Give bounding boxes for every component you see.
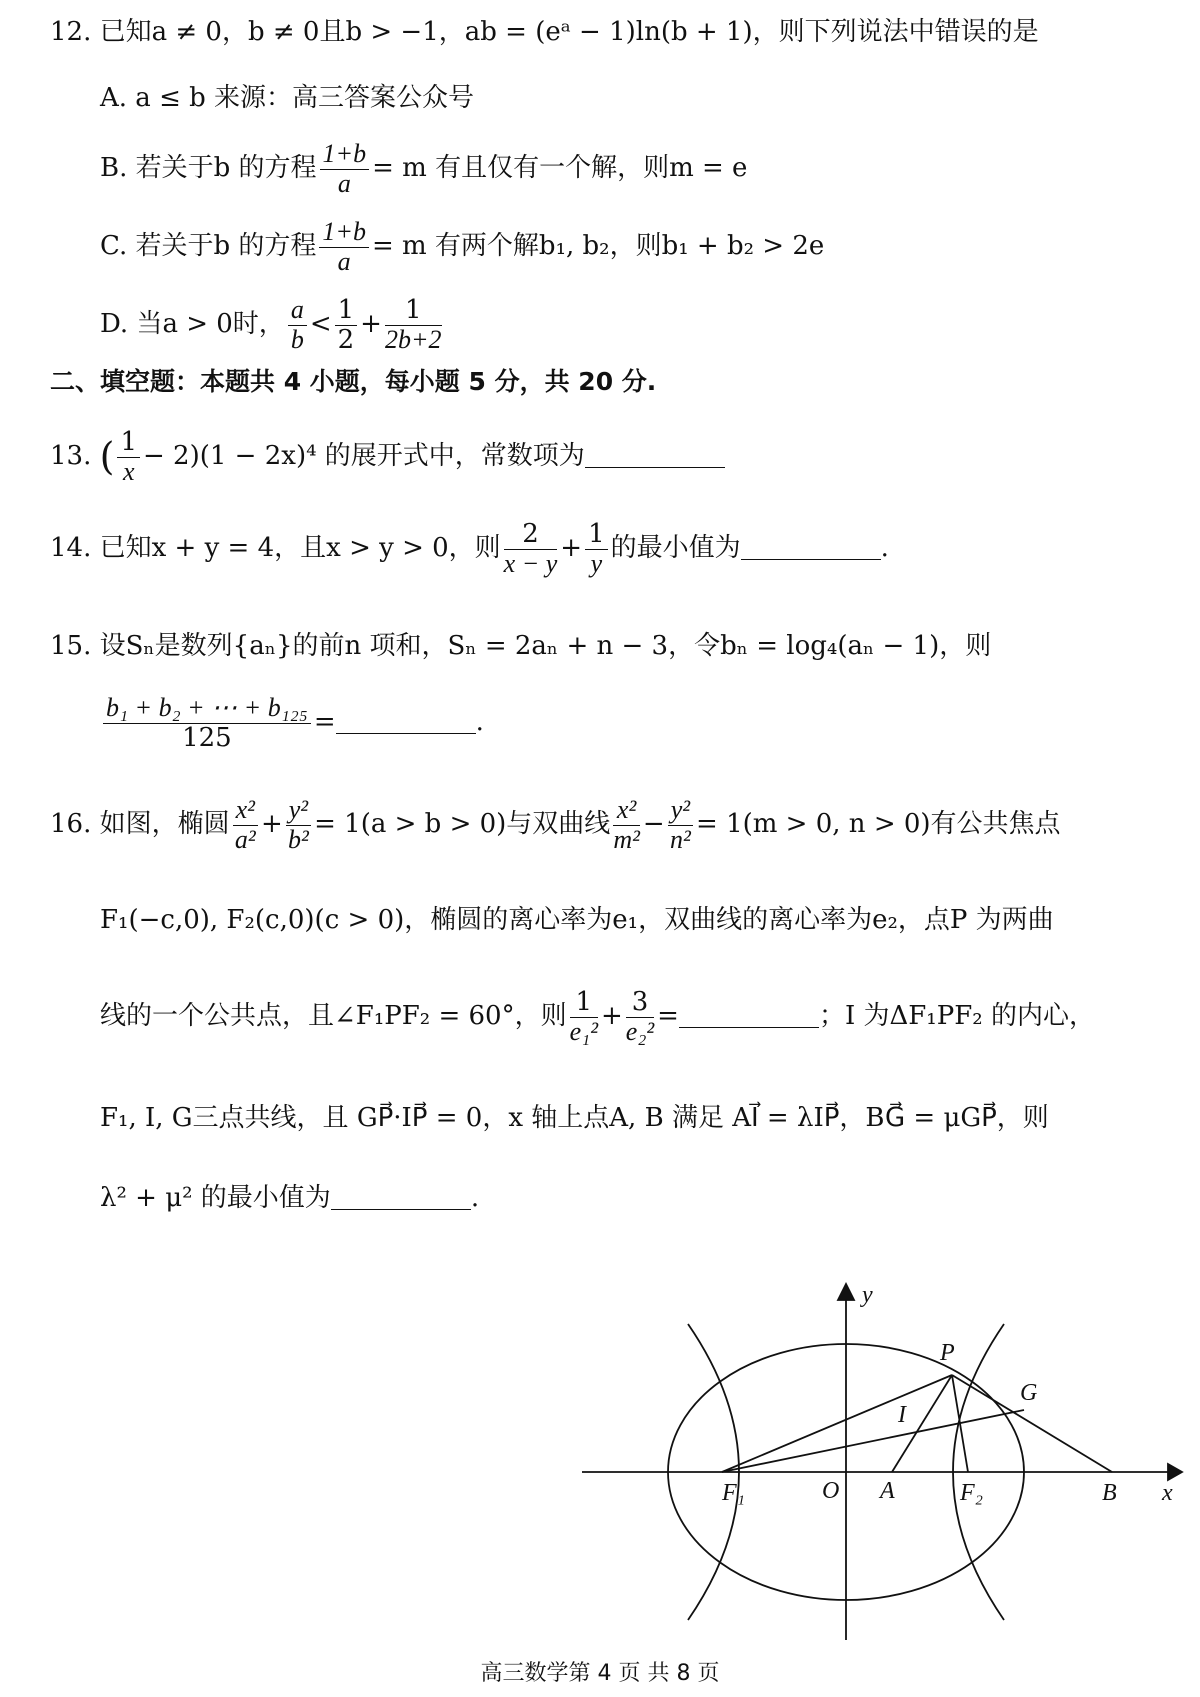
- q12-b-pre: B. 若关于b 的方程: [100, 153, 317, 184]
- q13-post: − 2)(1 − 2x)⁴ 的展开式中，常数项为: [143, 441, 585, 472]
- q14-post: 的最小值为: [610, 533, 741, 564]
- label-o: O: [822, 1478, 840, 1504]
- q16-h-num1: x²: [613, 796, 640, 826]
- q12-d-plus: +: [360, 309, 382, 340]
- q14-f2-num: 1: [585, 520, 608, 550]
- q14-pre: 14. 已知x + y = 4，且x > y > 0，则: [50, 533, 501, 564]
- page-footer: 高三数学第 4 页 共 8 页: [480, 1661, 720, 1686]
- label-f2: F₂: [960, 1480, 984, 1506]
- q16-e-num2: y²: [286, 796, 311, 826]
- q14-f1-num: 2: [504, 520, 558, 550]
- q12-d-lt: <: [309, 309, 332, 340]
- label-x: x: [1162, 1480, 1173, 1506]
- q16-l3-f1-den: e₁²: [569, 1016, 598, 1046]
- q16-l5-text: λ² + μ² 的最小值为: [100, 1183, 331, 1213]
- q16-l3-pre: 线的一个公共点，且∠F₁PF₂ = 60°，则: [100, 1001, 567, 1032]
- q16-pre: 16. 如图，椭圆: [50, 809, 230, 840]
- q16-line2: F₁(−c,0), F₂(c,0)(c > 0)，椭圆的离心率为e₁，双曲线的离心率为e₂，点P 为两曲: [100, 905, 1054, 935]
- line-f1-p: [722, 1375, 952, 1472]
- q16-h-den1: m²: [613, 824, 640, 854]
- q16-line4: F₁, I, G三点共线，且 GP⃗·IP⃗ = 0，x 轴上点A, B 满足 AI⃗ = λIP⃗，BG⃗ = μGP⃗，则: [100, 1103, 1049, 1133]
- q12-stem: 12. 已知a ≠ 0，b ≠ 0且b > −1，ab = (eᵃ − 1)ln(b + 1)，则下列说法中错误的是: [50, 17, 1039, 47]
- q16-l3-f2-den: e₂²: [625, 1016, 655, 1046]
- q16-l3-eq: =: [657, 1001, 679, 1032]
- q12-c-post: = m 有两个解b₁, b₂，则b₁ + b₂ > 2e: [371, 231, 825, 262]
- q16-period: .: [470, 1183, 480, 1213]
- q16-plus: +: [260, 809, 283, 840]
- label-g: G: [1020, 1380, 1038, 1406]
- q12-c-num: 1+b: [319, 218, 369, 248]
- q15-num: b₁ + b₂ + ⋯ + b₁₂₅: [103, 694, 311, 724]
- q12-d-f3-den: 2b+2: [384, 324, 442, 354]
- label-f1: F₁: [722, 1480, 746, 1506]
- q12-option-a: A. a ≤ b 来源：高三答案公众号: [100, 83, 475, 113]
- q12-d-f2-num: 1: [335, 296, 358, 326]
- q13-paren: (: [99, 434, 115, 479]
- q14-plus: +: [560, 533, 583, 564]
- q13-num: 1: [117, 428, 140, 458]
- q16-h-den2: n²: [669, 824, 691, 854]
- q15-eq: =: [313, 707, 336, 738]
- q14-f1-den: x − y: [503, 548, 558, 578]
- q13-den: x: [122, 456, 135, 486]
- q16-e-den2: b²: [288, 824, 309, 854]
- q12-d-f2-den: 2: [337, 324, 355, 355]
- q15-line1: 15. 设Sₙ是数列{aₙ}的前n 项和，Sₙ = 2aₙ + n − 3，令bₙ = log₄(aₙ − 1)，则: [50, 631, 992, 661]
- q16-e-den1: a²: [234, 824, 256, 854]
- q16-l3-f1-num: 1: [570, 988, 598, 1018]
- label-i: I: [898, 1402, 906, 1428]
- q12-b-den: a: [337, 168, 351, 198]
- x-axis-arrow: [1168, 1464, 1182, 1480]
- q12-c-den: a: [337, 246, 351, 276]
- q16-h-num2: y²: [668, 796, 693, 826]
- q13-number: 13.: [50, 441, 92, 472]
- q16-l3-plus: +: [600, 1001, 623, 1032]
- q16-minus: −: [642, 809, 665, 840]
- q14-period: .: [880, 533, 889, 564]
- q16-l3-post: ；I 为ΔF₁PF₂ 的内心，: [818, 1001, 1095, 1032]
- q15-den: 125: [182, 722, 232, 753]
- line-f1-g: [722, 1410, 1024, 1472]
- q12-c-pre: C. 若关于b 的方程: [100, 231, 317, 262]
- q12-d-f1-num: a: [288, 296, 307, 326]
- q15-period: .: [475, 707, 484, 738]
- label-b: B: [1102, 1480, 1117, 1506]
- q16-e-num1: x²: [233, 796, 258, 826]
- q12-d-f1-den: b: [290, 324, 304, 354]
- q16-mid2: = 1(m > 0, n > 0)有公共焦点: [696, 809, 1061, 840]
- label-a: A: [880, 1478, 895, 1504]
- q12-b-num: 1+b: [320, 140, 370, 170]
- y-axis-arrow: [838, 1284, 854, 1300]
- label-p: P: [940, 1340, 955, 1366]
- q12-d-pre: D. 当a > 0时，: [100, 309, 285, 340]
- q16-mid1: = 1(a > b > 0)与双曲线: [314, 809, 611, 840]
- section-heading: 二、填空题：本题共 4 小题，每小题 5 分，共 20 分.: [50, 367, 657, 396]
- q12-d-f3-num: 1: [385, 296, 442, 326]
- q12-b-post: = m 有且仅有一个解，则m = e: [372, 153, 748, 184]
- q14-f2-den: y: [590, 548, 603, 578]
- q16-l3-f2-num: 3: [626, 988, 654, 1018]
- label-y: y: [862, 1282, 873, 1308]
